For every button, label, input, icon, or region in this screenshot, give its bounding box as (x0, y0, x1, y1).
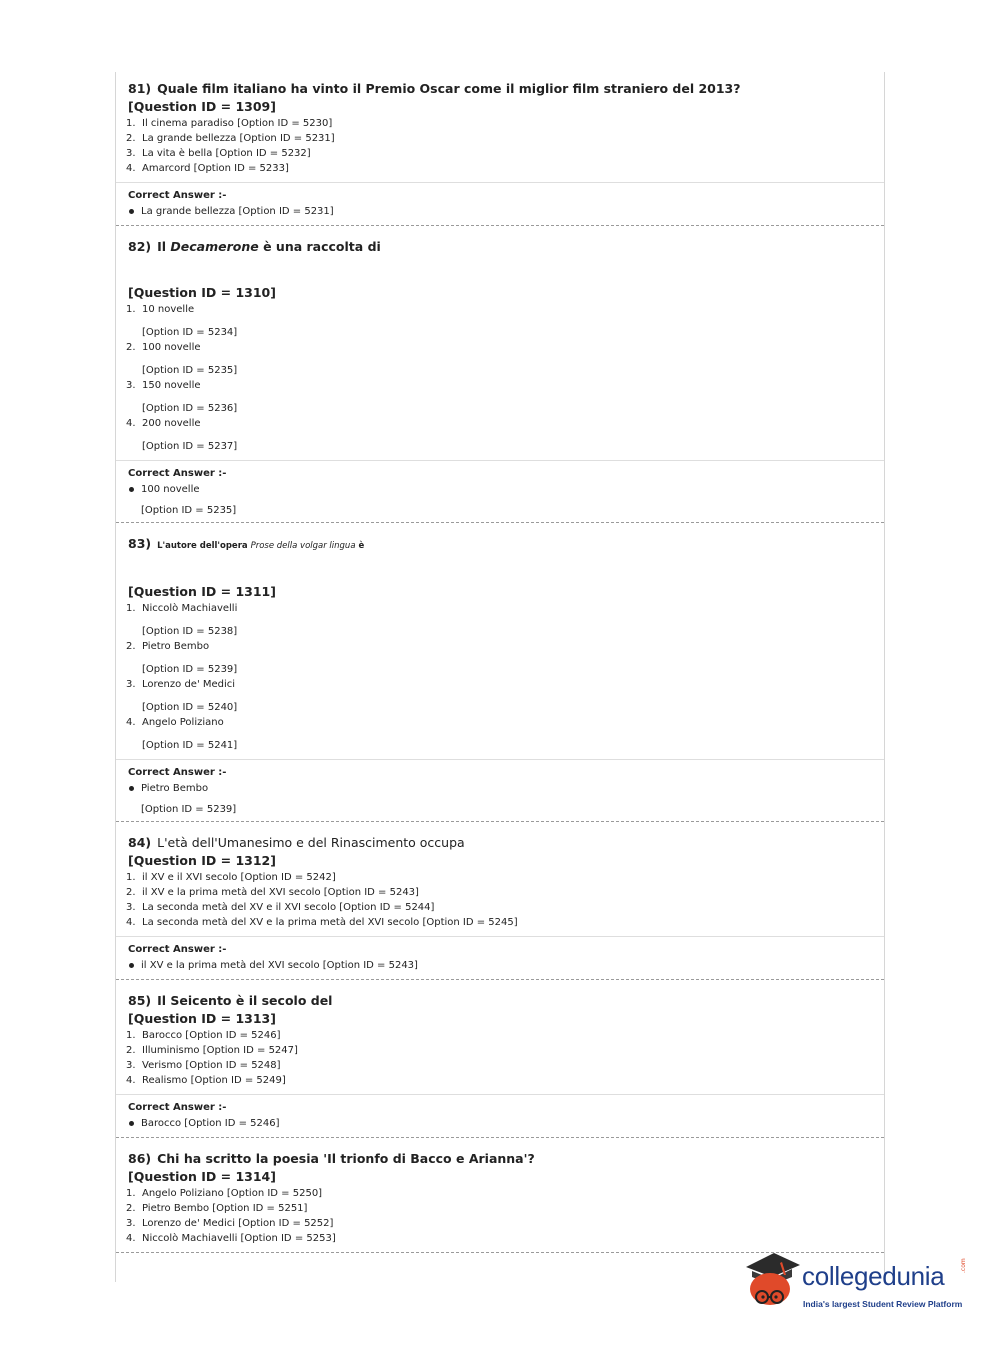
question-title: 86) Chi ha scritto la poesia 'Il trionfo di Bacco e Arianna'? (128, 1151, 535, 1166)
correct-answer-label: Correct Answer :- (128, 468, 227, 479)
question-id: [Question ID = 1311] (128, 584, 276, 599)
option-item: 4. Angelo Poliziano [Option ID = 5241] (126, 717, 238, 751)
option-item: 2. Pietro Bembo [Option ID = 5239] (126, 641, 238, 675)
question-title: 82) Il Decamerone è una raccolta di (128, 239, 381, 254)
options-list (116, 1028, 884, 1094)
option-item: 1. Barocco [Option ID = 5246] (126, 1030, 281, 1041)
option-item: 3. 150 novelle [Option ID = 5236] (126, 380, 238, 414)
correct-answer-value: il XV e la prima metà del XVI secolo [Option ID = 5243] (128, 958, 872, 973)
correct-answer-block (116, 460, 884, 523)
option-item: 3. Verismo [Option ID = 5248] (126, 1060, 281, 1071)
option-item: 3. Lorenzo de' Medici [Option ID = 5240] (126, 679, 238, 713)
option-item: 3. Lorenzo de' Medici [Option ID = 5252] (126, 1218, 334, 1229)
option-item: 3. La seconda metà del XV e il XVI secolo [Option ID = 5244] (126, 902, 435, 913)
question-title: 81) Quale film italiano ha vinto il Premio Oscar come il miglior film straniero del 2013? (128, 81, 741, 96)
option-item: 4. La seconda metà del XV e la prima metà del XVI secolo [Option ID = 5245] (126, 917, 518, 928)
options-list (116, 870, 884, 936)
question-83 (116, 523, 884, 822)
question-id: [Question ID = 1310] (128, 285, 276, 300)
option-item: 1. Niccolò Machiavelli [Option ID = 5238] (126, 603, 238, 637)
correct-answer-label: Correct Answer :- (128, 767, 227, 778)
option-item: 3. La vita è bella [Option ID = 5232] (126, 148, 311, 159)
question-paper-page (115, 72, 885, 1282)
question-85 (116, 980, 884, 1138)
question-id: [Question ID = 1309] (128, 99, 276, 114)
correct-answer-value: 100 novelle (128, 482, 872, 497)
correct-answer-block (116, 1094, 884, 1138)
option-item: 4. 200 novelle [Option ID = 5237] (126, 418, 238, 452)
correct-answer-value: Barocco [Option ID = 5246] (128, 1116, 872, 1131)
correct-answer-value: La grande bellezza [Option ID = 5231] (128, 204, 872, 219)
correct-answer-label: Correct Answer :- (128, 944, 227, 955)
brand-domain: .com (960, 1258, 967, 1273)
options-list (116, 302, 884, 460)
correct-answer-label: Correct Answer :- (128, 190, 227, 201)
correct-answer-block (116, 936, 884, 980)
question-84 (116, 822, 884, 980)
question-title: 83) L'autore dell'opera Prose della volgar lingua è (128, 536, 365, 551)
correct-answer-label: Correct Answer :- (128, 1102, 227, 1113)
brand-tagline: India's largest Student Review Platform (803, 1299, 963, 1309)
correct-answer-value: Pietro Bembo (128, 781, 872, 796)
collegedunia-logo (740, 1247, 970, 1317)
question-title: 84) L'età dell'Umanesimo e del Rinascimento occupa (128, 835, 465, 850)
brand-name: collegedunia (802, 1261, 945, 1291)
question-id: [Question ID = 1314] (128, 1169, 276, 1184)
student-mascot-icon (740, 1249, 802, 1311)
question-id: [Question ID = 1313] (128, 1011, 276, 1026)
question-81 (116, 72, 884, 226)
options-list (116, 601, 884, 759)
option-item: 4. Niccolò Machiavelli [Option ID = 5253] (126, 1233, 336, 1244)
option-item: 2. il XV e la prima metà del XVI secolo [Option ID = 5243] (126, 887, 419, 898)
option-item: 1. il XV e il XVI secolo [Option ID = 5242] (126, 872, 336, 883)
correct-answer-option-id: [Option ID = 5235] (141, 505, 237, 516)
question-86 (116, 1138, 884, 1253)
question-title: 85) Il Seicento è il secolo del (128, 993, 333, 1008)
option-item: 2. Illuminismo [Option ID = 5247] (126, 1045, 298, 1056)
option-item: 1. Angelo Poliziano [Option ID = 5250] (126, 1188, 323, 1199)
option-item: 4. Amarcord [Option ID = 5233] (126, 163, 289, 174)
option-item: 1. 10 novelle [Option ID = 5234] (126, 304, 238, 338)
correct-answer-option-id: [Option ID = 5239] (141, 804, 237, 815)
option-item: 1. Il cinema paradiso [Option ID = 5230] (126, 118, 333, 129)
question-id: [Question ID = 1312] (128, 853, 276, 868)
option-item: 4. Realismo [Option ID = 5249] (126, 1075, 286, 1086)
options-list (116, 116, 884, 182)
correct-answer-block (116, 182, 884, 226)
question-82 (116, 226, 884, 523)
option-item: 2. Pietro Bembo [Option ID = 5251] (126, 1203, 308, 1214)
option-item: 2. 100 novelle [Option ID = 5235] (126, 342, 238, 376)
option-item: 2. La grande bellezza [Option ID = 5231] (126, 133, 335, 144)
options-list (116, 1186, 884, 1253)
correct-answer-block (116, 759, 884, 822)
